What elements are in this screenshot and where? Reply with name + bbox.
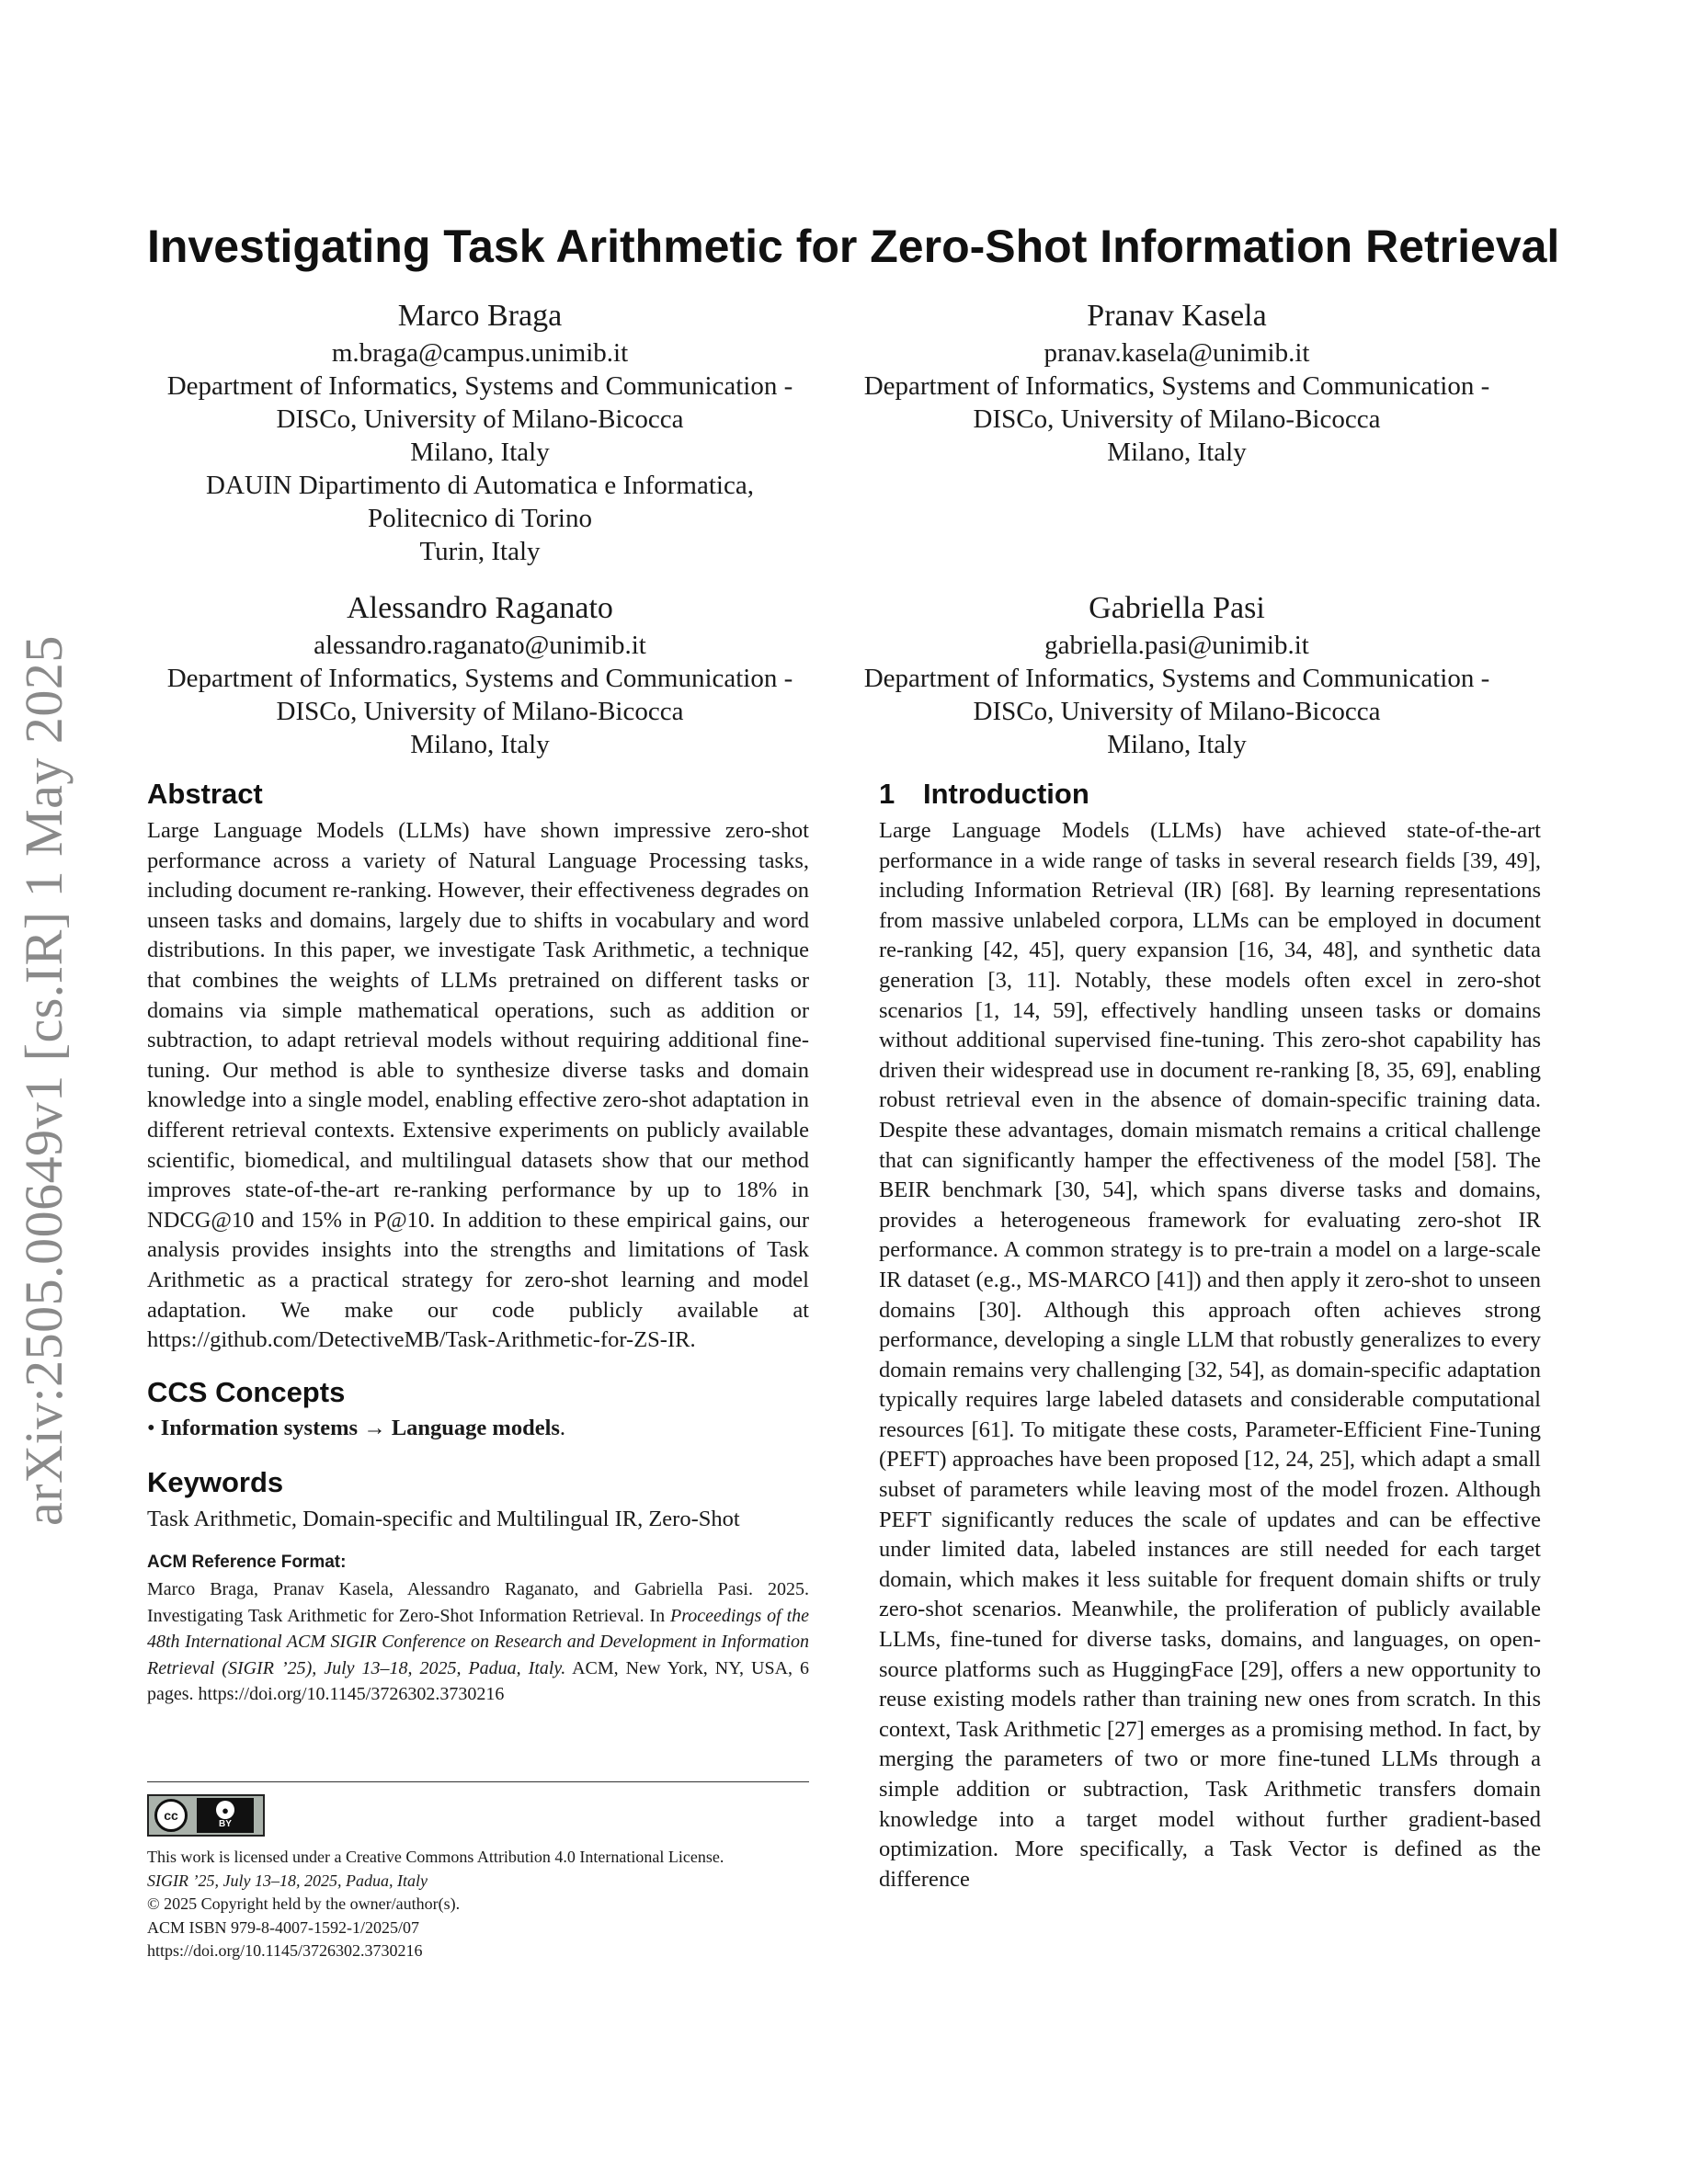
author-affiliation-line: DISCo, University of Milano-Bicocca — [276, 404, 684, 434]
author-name: Gabriella Pasi — [1089, 591, 1265, 625]
ccs-concept: Information systems → Language models — [160, 1415, 560, 1440]
author-email: m.braga@campus.unimib.it — [331, 338, 629, 368]
author-name: Alessandro Raganato — [347, 591, 613, 625]
author-affiliation-line: Milano, Italy — [410, 438, 550, 467]
by-icon — [197, 1798, 254, 1833]
author-block — [827, 588, 1526, 761]
section-title: Introduction — [923, 778, 1089, 810]
author-name: Pranav Kasela — [1087, 299, 1267, 333]
ccs-period: . — [559, 1415, 566, 1440]
acm-reference-text — [147, 1576, 809, 1708]
paper-title: Investigating Task Arithmetic for Zero-Shot Information Retrieval — [147, 221, 1560, 272]
author-affiliation-line: Milano, Italy — [1107, 438, 1247, 467]
author-block — [131, 588, 829, 761]
author-affiliation-line: Milano, Italy — [410, 730, 550, 759]
author-block — [131, 296, 829, 568]
author-name: Marco Braga — [397, 299, 563, 333]
author-affiliation-line: Politecnico di Torino — [368, 504, 592, 533]
doi-link[interactable]: https://doi.org/10.1145/3726302.3730216 — [147, 1941, 423, 1960]
author-affiliation-line: Milano, Italy — [1107, 730, 1247, 759]
section-number: 1 — [879, 778, 895, 810]
by-label: BY — [219, 1819, 232, 1829]
abstract-text: Large Language Models (LLMs) have shown impressive zero-shot performance across a variety of Natural Language Processing tasks, including document re-ranking. However, their effectiveness degrades on unseen tasks and domains, largely due to shifts in vocabulary and word distributions. In this paper, we investigate Task Arithmetic, a technique that combines the weights of LLMs pretrained on different tasks or domains via simple mathematical operations, such as addition or subtraction, to adapt retrieval models without requiring additional fine-tuning. Our method is able to synthesize diverse tasks and domain knowledge into a single model, enabling effective zero-shot adaptation in different retrieval contexts. Extensive experiments on publicly available scientific, biomedical, and multilingual datasets show that our method improves state-of-the-art re-ranking performance by up to 18% in NDCG@10 and 15% in P@10. In addition to these empirical gains, our analysis provides insights into the strengths and limitations of Task Arithmetic as a practical strategy for zero-shot learning and model adaptation. We make our code publicly available at https://github.com/DetectiveMB/Task-Arithmetic-for-ZS-IR. — [147, 818, 809, 1353]
cc-icon: cc — [154, 1799, 188, 1832]
author-affiliation-line: Department of Informatics, Systems and Communication - — [166, 371, 793, 401]
acm-reference-publisher: ACM, New York, NY, USA, 6 pages. https://doi.org/10.1145/3726302.3730216 — [147, 1657, 809, 1705]
author-email: gabriella.pasi@unimib.it — [1044, 631, 1309, 660]
keywords-text: Task Arithmetic, Domain-specific and Multilingual IR, Zero-Shot — [147, 1506, 740, 1531]
author-affiliation-line: Department of Informatics, Systems and Communication - — [863, 664, 1490, 693]
author-affiliation-line: DISCo, University of Milano-Bicocca — [973, 697, 1381, 726]
ccs-heading: CCS Concepts — [147, 1375, 346, 1408]
author-block — [827, 296, 1526, 469]
license-block — [147, 1846, 846, 1963]
acm-reference-venue: Proceedings of the 48th International ACM SIGIR Conference on Research and Development in Information Retrieval (SIGIR ’25), July 13–18, 2025, Padua, Italy. — [147, 1605, 810, 1678]
introduction-text: Large Language Models (LLMs) have achieved state-of-the-art performance in a wide range of tasks in several research fields [39, 49], including Information Retrieval (IR) [68]. By learning representations from massive unlabeled corpora, LLMs can be employed in document re-ranking [42, 45], query expansion [16, 34, 48], and synthetic data generation [3, 11]. Notably, these models often excel in zero-shot scenarios [1, 14, 59], effectively handling unseen tasks or domains without additional supervised fine-tuning. This zero-shot capability has driven their widespread use in document re-ranking [8, 35, 69], enabling robust retrieval even in the absence of domain-specific training data. Despite these advantages, domain mismatch remains a critical challenge that can significantly hamper the effectiveness of the model [58]. The BEIR benchmark [30, 54], which spans diverse tasks and domains, provides a heterogeneous framework for evaluating zero-shot IR performance. A common strategy is to pre-train a model on a large-scale IR dataset (e.g., MS-MARCO [41]) and then apply it zero-shot to unseen domains [30]. Although this approach often achieves strong performance, developing a single LLM that robustly generalizes to every domain remains very challenging [32, 54], as domain-specific adaptation typically requires large labeled datasets and considerable computational resources [61]. To mitigate these costs, Parameter-Efficient Fine-Tuning (PEFT) approaches have been proposed [12, 24, 25], which adapt a small subset of parameters while leaving most of the model frozen. Although PEFT significantly reduces the scale of updates and can be effective under limited data, labeled instances are still needed for each target domain, which makes it less suitable for frequent domain shifts or truly zero-shot scenarios. Meanwhile, the proliferation of publicly available LLMs, fine-tuned for diverse tasks, domains, and languages, on open-source platforms such as HuggingFace [29], offers a new opportunity to reuse existing models rather than training new ones from scratch. In this context, Task Arithmetic [27] emerges as a promising method. In fact, by merging the parameters of two or more fine-tuned LLMs through a simple addition or subtraction, Task Arithmetic transfers domain knowledge into a target model without further gradient-based optimization. More specifically, a Task Vector is defined as the difference — [879, 818, 1541, 1892]
footer-divider — [147, 1781, 809, 1782]
conference-line: SIGIR ’25, July 13–18, 2025, Padua, Italy — [147, 1871, 428, 1890]
author-affiliation-line: Department of Informatics, Systems and Communication - — [863, 371, 1490, 401]
copyright-line: © 2025 Copyright held by the owner/author(s). — [147, 1894, 461, 1913]
right-column — [879, 776, 1541, 1894]
author-affiliation-line: DISCo, University of Milano-Bicocca — [973, 404, 1381, 434]
author-affiliation-line: DAUIN Dipartimento di Automatica e Informatica, — [206, 471, 754, 500]
author-email: alessandro.raganato@unimib.it — [314, 631, 646, 660]
acm-reference-authors: Marco Braga, Pranav Kasela, Alessandro Raganato, and Gabriella Pasi. 2025. Investigating Task Arithmetic for Zero-Shot Information Retrieval. In — [147, 1579, 809, 1626]
author-affiliation-line: Turin, Italy — [419, 537, 541, 566]
author-affiliation-line: Department of Informatics, Systems and Communication - — [166, 664, 793, 693]
isbn-line: ACM ISBN 979-8-4007-1592-1/2025/07 — [147, 1917, 419, 1937]
keywords-heading: Keywords — [147, 1465, 284, 1498]
left-column — [147, 776, 809, 1708]
license-statement: This work is licensed under a Creative Commons Attribution 4.0 International License. — [147, 1848, 724, 1866]
arxiv-side-stamp: arXiv:2505.00649v1 [cs.IR] 1 May 2025 — [14, 635, 74, 1526]
author-email: pranav.kasela@unimib.it — [1044, 338, 1310, 368]
author-affiliation-line: DISCo, University of Milano-Bicocca — [276, 697, 684, 726]
bullet: • — [147, 1415, 155, 1440]
abstract-heading: Abstract — [147, 778, 263, 810]
introduction-heading — [879, 776, 1541, 813]
cc-by-license-badge[interactable] — [147, 1794, 265, 1837]
person-icon: ● — [216, 1801, 234, 1819]
acm-reference-heading: ACM Reference Format: — [147, 1553, 347, 1573]
ccs-item — [147, 1413, 809, 1444]
